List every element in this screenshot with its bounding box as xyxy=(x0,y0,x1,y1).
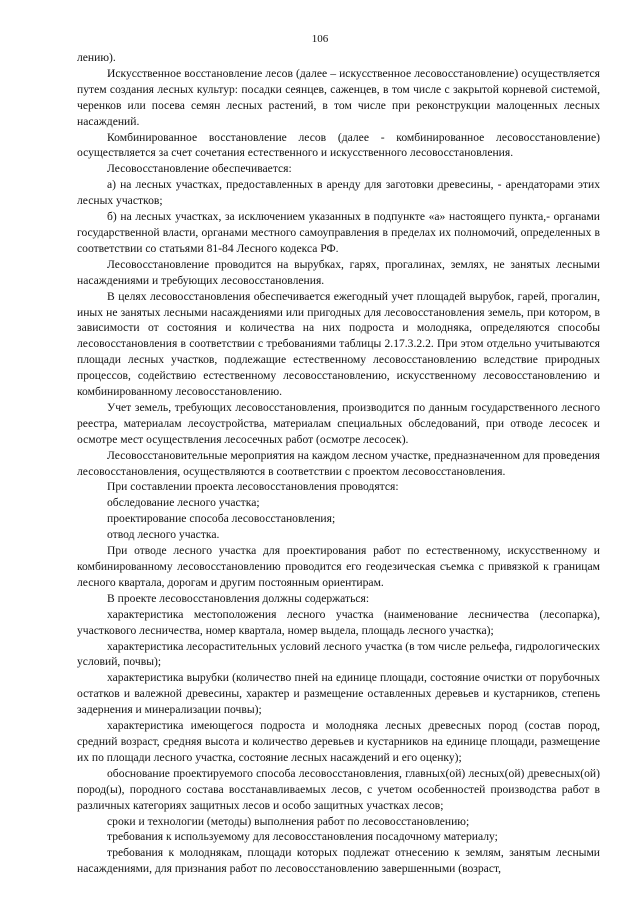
paragraph: а) на лесных участках, предоставленных в аренду для заготовки древесины, - арендаторами этих лесных участков; xyxy=(77,178,600,208)
paragraph: характеристика имеющегося подроста и молодняка лесных древесных пород (состав пород, средний возраст, средняя высота и количество деревьев и кустарников на единице площади, размещение их по площади лесного участка, состояние лесных насаждений и его оценку); xyxy=(77,719,600,764)
paragraph: б) на лесных участках, за исключением указанных в подпункте «а» настоящего пункта,- органами государственной власти, органами местного самоуправления в пределах их полномочий, определенных в соответствии со статьями 81-84 Лесного кодекса РФ. xyxy=(77,210,600,255)
paragraph: Комбинированное восстановление лесов (далее - комбинированное лесовосстановление) осуществляется за счет сочетания естественного и искусственного лесовосстановления. xyxy=(77,130,600,160)
paragraph: При отводе лесного участка для проектирования работ по естественному, искусственному и комбинированному лесовосстановлению проводится его геодезическая съемка с привязкой к границам лесного квартала, дорогам и другим постоянным ориентирам. xyxy=(77,544,600,589)
paragraph: В проекте лесовосстановления должны содержаться: xyxy=(107,591,370,605)
paragraph: Искусственное восстановление лесов (далее – искусственное лесовосстановление) осуществляется путем создания лесных культур: посадки сеянцев, саженцев, в том числе с закрытой корневой системой, черенков или посева семян лесных растений, в том числе при реконструкции малоценных лесных насаждений. xyxy=(77,66,600,128)
paragraph: требования к используемому для лесовосстановления посадочному материалу; xyxy=(107,830,498,844)
paragraph: характеристика вырубки (количество пней на единице площади, состояние очистки от порубочных остатков и валежной древесины, характер и размещение оставленных деревьев и кустарников, степень задернения и минерализации почвы); xyxy=(77,671,600,717)
paragraph: Лесовосстановительные мероприятия на каждом лесном участке, предназначенном для проведения лесовосстановления, осуществляются в соответствии с проектом лесовосстановления. xyxy=(77,448,600,478)
paragraph: В целях лесовосстановления обеспечивается ежегодный учет площадей вырубок, гарей, прогалин, иных не занятых лесными насаждениями или пригодных для лесовосстановления земель, при котором, в зависимости от состояния и количества на них подроста и молодняка, определяются способы лесовосстановления в соответствии с требованиями таблицы 2.17.3.2.2. При этом отдельно учитываются площади лесных участков, подлежащие естественному лесовосстановлению вследствие природных процессов, содействию естественному лесовосстановлению, искусственному лесовосстановлению и комбинированному лесовосстановлению. xyxy=(77,289,600,399)
paragraph: Лесовосстановление обеспечивается: xyxy=(107,162,292,176)
paragraph: обоснование проектируемого способа лесовосстановления, главных(ой) лесных(ой) древесных(ой) пород(ы), породного состава восстанавливаемых лесов, с учетом особенностей производства работ в различных категориях защитных лесов и особо защитных участках лесов; xyxy=(77,766,600,812)
paragraph: отвод лесного участка. xyxy=(107,528,220,542)
paragraph: характеристика местоположения лесного участка (наименование лесничества (лесопарка), участкового лесничества, номер квартала, номер выдела, площадь лесного участка); xyxy=(77,607,600,637)
paragraph: требования к молоднякам, площади которых подлежат отнесению к землям, занятым лесными насаждениями, для признания работ по лесовосстановлению завершенными (возраст, xyxy=(77,846,600,876)
paragraph: Лесовосстановление проводится на вырубках, гарях, прогалинах, землях, не занятых лесными насаждениями и требующих лесовосстановления. xyxy=(77,257,600,287)
paragraph: сроки и технологии (методы) выполнения работ по лесовосстановлению; xyxy=(107,814,470,828)
paragraph: проектирование способа лесовосстановления; xyxy=(107,512,336,526)
page-number: 106 xyxy=(311,33,329,45)
paragraph: лению). xyxy=(77,51,116,64)
paragraph: обследование лесного участка; xyxy=(107,496,260,510)
paragraph: Учет земель, требующих лесовосстановления, производится по данным государственного лесного реестра, материалам лесоустройства, материалам специальных обследований, при отводе лесосек и осмотре мест осуществления лесосечных работ (осмотре лесосек). xyxy=(77,400,600,446)
paragraph: характеристика лесорастительных условий лесного участка (в том числе рельефа, гидрологических условий, почвы); xyxy=(77,639,600,669)
paragraph: При составлении проекта лесовосстановления проводятся: xyxy=(107,480,399,494)
document-text xyxy=(77,50,600,877)
